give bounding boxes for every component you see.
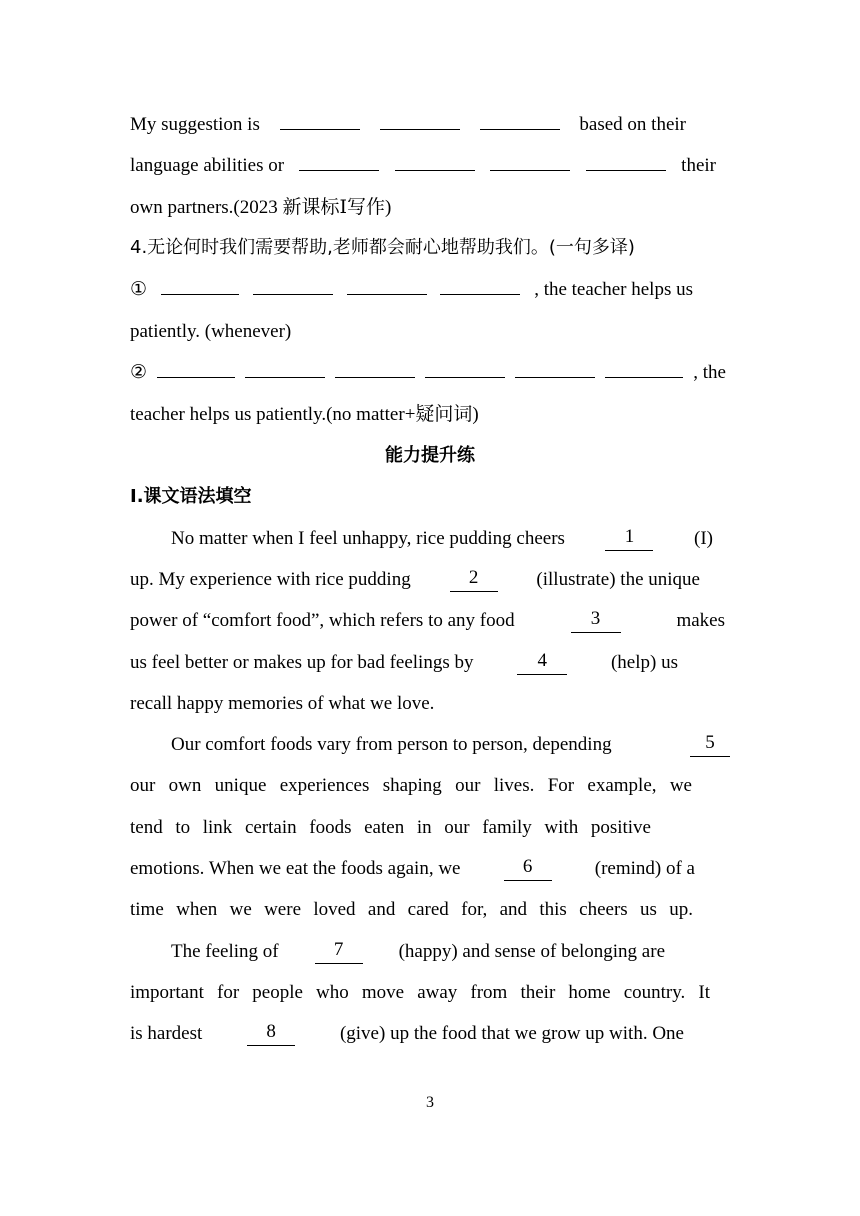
section-heading: 能力提升练 [385, 445, 475, 466]
passage-text: No matter when I feel unhappy, rice pudding cheers [171, 528, 565, 549]
passage-text: (happy) and sense of belonging are [398, 941, 665, 962]
blank-6[interactable]: 6 [504, 857, 552, 881]
passage-line [130, 568, 700, 592]
passage-text: (remind) of a [594, 858, 695, 879]
passage-line [130, 609, 725, 633]
passage-line: important for people who move away from their home country. It [130, 982, 710, 1003]
answer-blank[interactable] [480, 113, 560, 130]
blank-8[interactable]: 8 [247, 1022, 295, 1046]
answer-blank[interactable] [440, 278, 520, 295]
passage-line: tend to link certain foods eaten in our family with positive [130, 817, 651, 838]
passage-line [171, 733, 730, 757]
passage-line [130, 1022, 684, 1046]
answer-blank[interactable] [245, 361, 325, 378]
passage-text: emotions. When we eat the foods again, we [130, 858, 461, 879]
passage-text: (illustrate) the unique [536, 569, 700, 590]
ex3-text: My suggestion is [130, 114, 260, 135]
page-number: 3 [426, 1094, 434, 1111]
passage-text: (I) [694, 528, 713, 549]
answer-blank[interactable] [395, 154, 475, 171]
passage-line [171, 940, 665, 964]
answer-blank[interactable] [347, 278, 427, 295]
ex3-line-2 [130, 154, 716, 178]
blank-1[interactable]: 1 [605, 527, 653, 551]
answer-blank[interactable] [586, 154, 666, 171]
ex3-text: based on their [579, 114, 686, 135]
ex4-row-2-cont: teacher helps us patiently.(no matter+疑问词) [130, 404, 479, 425]
blank-7[interactable]: 7 [315, 940, 363, 964]
passage-text: up. My experience with rice pudding [130, 569, 411, 590]
passage-line [130, 857, 695, 881]
ex3-text: language abilities or [130, 155, 285, 176]
passage-text: makes [676, 610, 725, 631]
passage-text: power of “comfort food”, which refers to any food [130, 610, 515, 631]
blank-2[interactable]: 2 [450, 568, 498, 592]
answer-blank[interactable] [161, 278, 239, 295]
passage-text: The feeling of [171, 941, 279, 962]
answer-blank[interactable] [490, 154, 570, 171]
circled-number-1: ① [130, 279, 148, 300]
answer-blank[interactable] [280, 113, 360, 130]
answer-blank[interactable] [605, 361, 683, 378]
answer-blank[interactable] [253, 278, 333, 295]
answer-blank[interactable] [515, 361, 595, 378]
passage-text: is hardest [130, 1023, 203, 1044]
ex3-text: their [681, 155, 716, 176]
passage-line [130, 651, 678, 675]
answer-blank[interactable] [380, 113, 460, 130]
answer-blank[interactable] [299, 154, 379, 171]
passage-line [171, 527, 713, 551]
ex4-text: , the [693, 362, 726, 383]
ex4-row-2 [130, 361, 726, 385]
passage-line: time when we were loved and cared for, and this cheers us up. [130, 899, 693, 920]
ex4-row-1-cont: patiently. (whenever) [130, 321, 292, 342]
answer-blank[interactable] [335, 361, 415, 378]
passage-line: recall happy memories of what we love. [130, 693, 435, 714]
blank-4[interactable]: 4 [517, 651, 567, 675]
passage-text: Our comfort foods vary from person to person, depending [171, 734, 612, 755]
passage-text: (help) us [610, 652, 678, 673]
answer-blank[interactable] [157, 361, 235, 378]
ex3-line-1 [130, 113, 686, 137]
section-title: Ⅰ.课文语法填空 [130, 486, 252, 507]
passage-text: (give) up the food that we grow up with. One [339, 1023, 684, 1044]
ex4-title: 4.无论何时我们需要帮助,老师都会耐心地帮助我们。(一句多译) [130, 237, 635, 258]
blank-3[interactable]: 3 [571, 609, 621, 633]
answer-blank[interactable] [425, 361, 505, 378]
ex4-row-1 [130, 278, 693, 302]
ex3-line-3: own partners.(2023 新课标Ⅰ写作) [130, 197, 392, 218]
passage-line: our own unique experiences shaping our lives. For example, we [130, 775, 692, 796]
passage-text: us feel better or makes up for bad feelings by [130, 652, 474, 673]
circled-number-2: ② [130, 362, 148, 383]
blank-5[interactable]: 5 [690, 733, 730, 757]
ex4-text: , the teacher helps us [534, 279, 693, 300]
